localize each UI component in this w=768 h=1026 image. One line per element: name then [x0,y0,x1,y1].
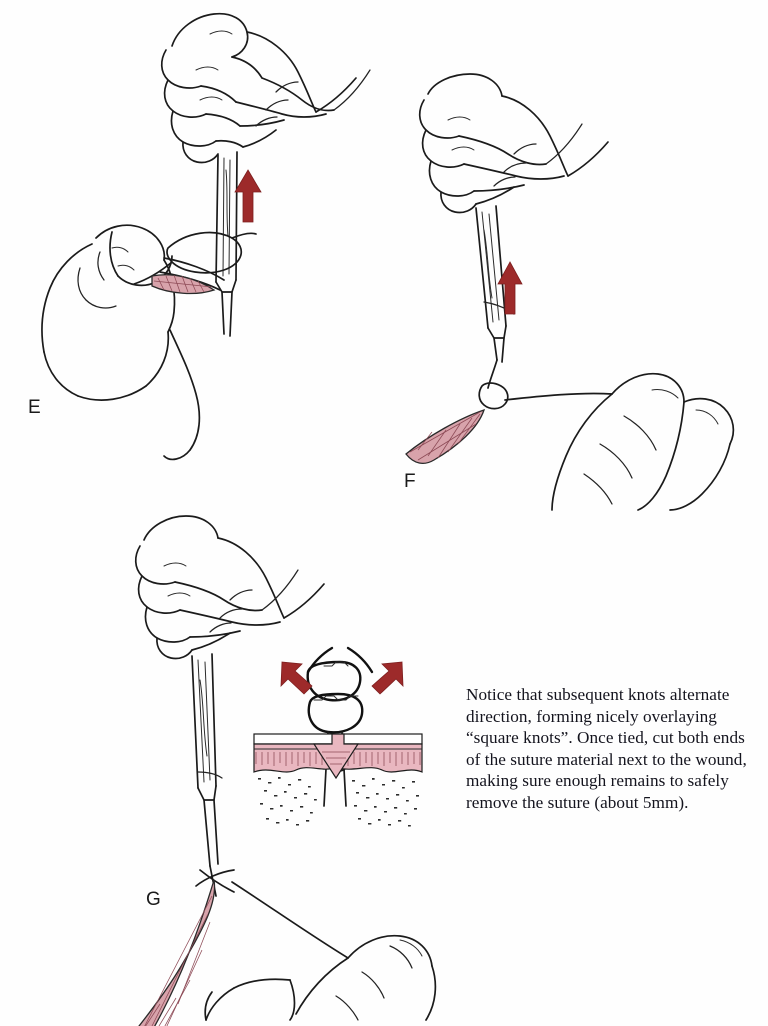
caption-line: of the suture material next to the wound, [466,749,747,769]
lower-hand-g [205,936,435,1020]
subcutaneous-layer [258,777,419,827]
square-knot-g [196,866,234,896]
instruction-caption [466,684,758,814]
needle-driver-g [192,654,222,866]
panel-e [0,0,384,460]
upper-hand-g [136,516,324,659]
suture-tail-e [164,330,199,459]
upper-hand-f [420,74,608,213]
panel-label-f: F [404,471,417,492]
wound-tissue-f [406,410,484,463]
suture-right-g [232,882,348,958]
panel-g [100,510,440,1020]
knot-f [479,383,508,409]
upward-pull-arrow-e [235,170,261,222]
caption-line: Notice that subsequent knots alternate [466,685,730,704]
panel-label-e: E [28,397,42,418]
suture-right-f [505,393,612,400]
needle-driver-e [216,152,237,336]
caption-line: “square knots”. Once tied, cut both ends [466,728,745,748]
caption-line: making sure enough remains to safely [466,771,729,791]
panel-label-g: G [146,889,162,910]
wound-cross-section-diagram [254,648,422,827]
wound-tissue-e [152,275,214,294]
caption-line: direction, forming nicely overlaying [466,706,717,726]
caption-line: remove the suture (about 5mm). [466,792,689,812]
panel-f [384,80,768,510]
tension-arrow-right [372,662,403,694]
wound-tissue-g [116,880,215,1026]
lower-hand-e [42,225,175,400]
upper-hand-e [162,14,370,163]
